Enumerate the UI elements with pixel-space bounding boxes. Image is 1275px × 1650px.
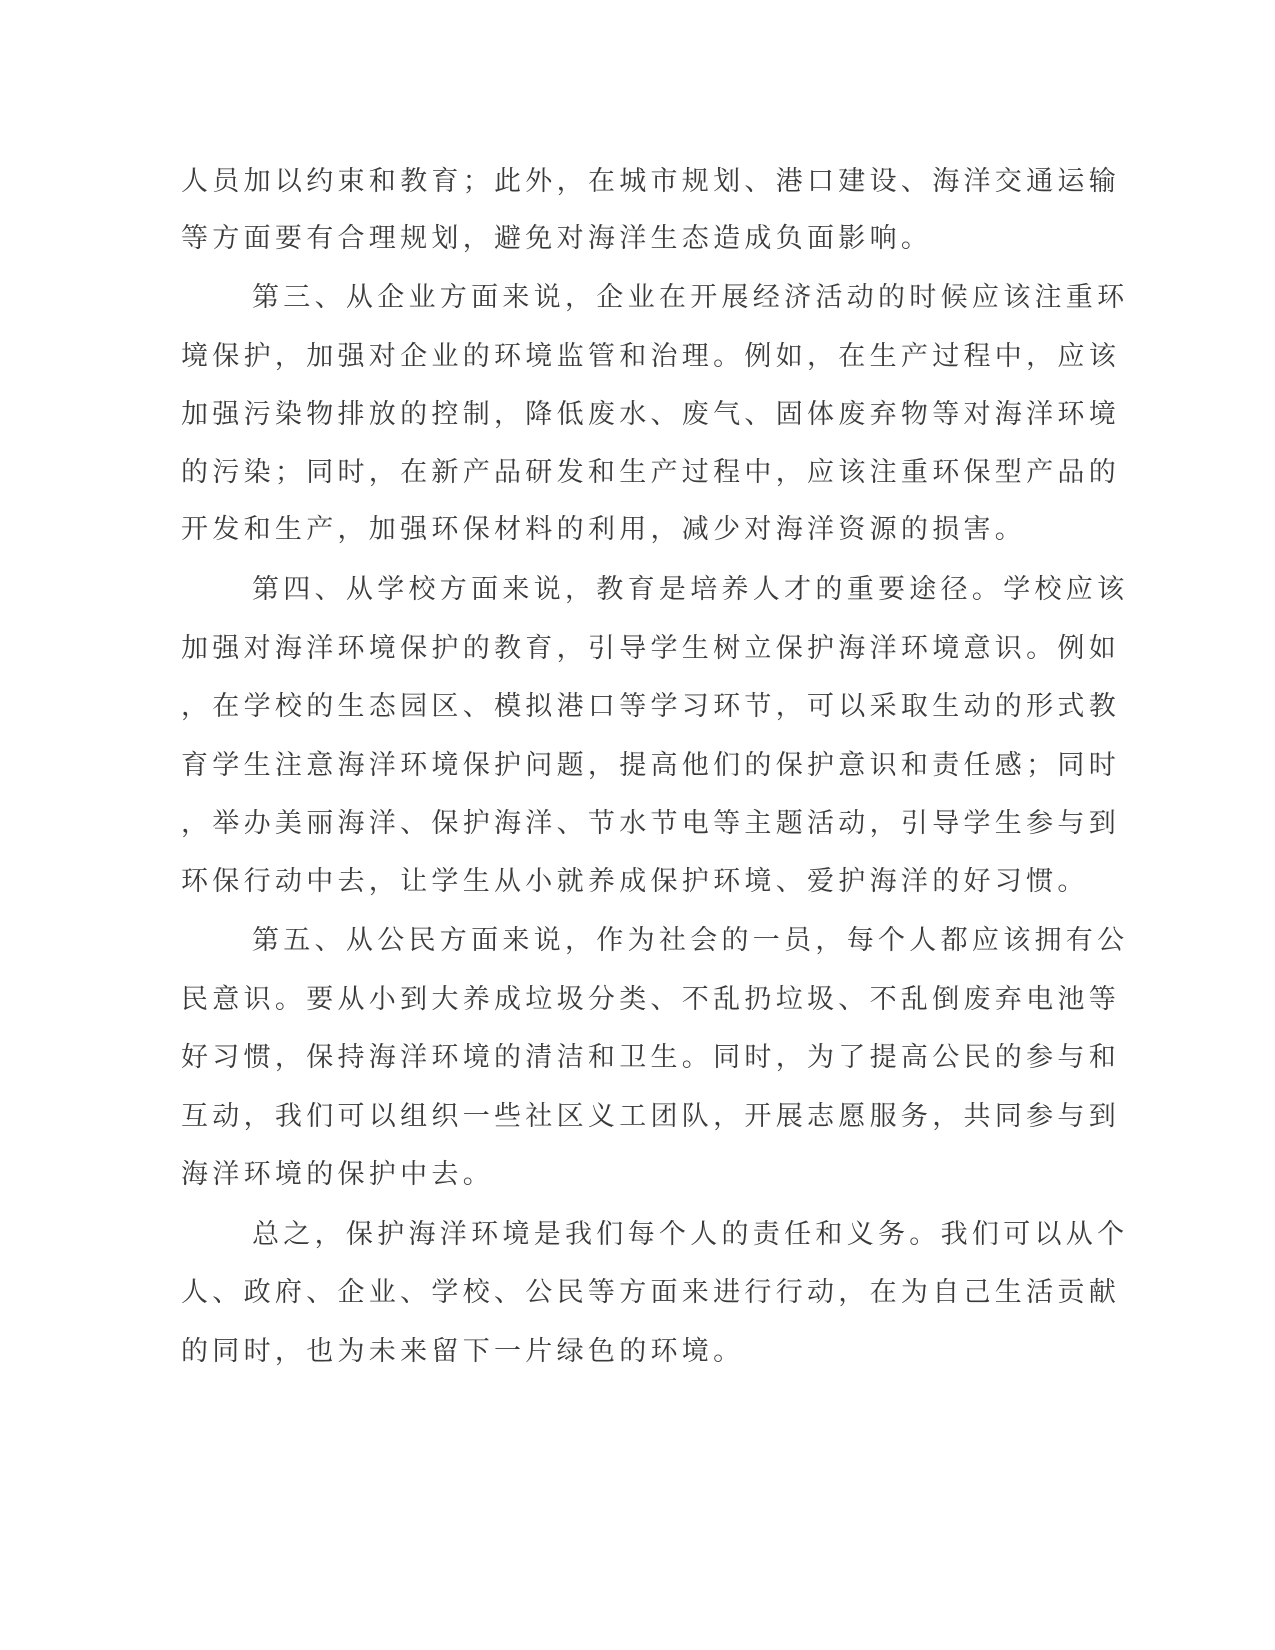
text-line: 人、政府、企业、学校、公民等方面来进行行动，在为自己生活贡献 bbox=[181, 1277, 1120, 1308]
text-line: 等方面要有合理规划，避免对海洋生态造成负面影响。 bbox=[181, 223, 933, 254]
text-line: 开发和生产，加强环保材料的利用，减少对海洋资源的损害。 bbox=[181, 514, 1027, 545]
text-line: 的污染；同时，在新产品研发和生产过程中，应该注重环保型产品的 bbox=[181, 457, 1120, 488]
text-line: 互动，我们可以组织一些社区义工团队，开展志愿服务，共同参与到 bbox=[181, 1101, 1120, 1132]
paragraph-start-line: 总之，保护海洋环境是我们每个人的责任和义务。我们可以从个 bbox=[252, 1219, 1129, 1250]
text-line: 育学生注意海洋环境保护问题，提高他们的保护意识和责任感；同时 bbox=[181, 750, 1120, 781]
paragraph-start-line: 第四、从学校方面来说，教育是培养人才的重要途径。学校应该 bbox=[252, 574, 1129, 605]
paragraph-start-line: 第三、从企业方面来说，企业在开展经济活动的时候应该注重环 bbox=[252, 282, 1129, 313]
text-line: 好习惯，保持海洋环境的清洁和卫生。同时，为了提高公民的参与和 bbox=[181, 1042, 1120, 1073]
text-line: 环保行动中去，让学生从小就养成保护环境、爱护海洋的好习惯。 bbox=[181, 866, 1089, 897]
text-line: 加强污染物排放的控制，降低废水、废气、固体废弃物等对海洋环境 bbox=[181, 399, 1120, 430]
text-line: 人员加以约束和教育；此外，在城市规划、港口建设、海洋交通运输 bbox=[181, 166, 1120, 197]
text-line: 民意识。要从小到大养成垃圾分类、不乱扔垃圾、不乱倒废弃电池等 bbox=[181, 984, 1120, 1015]
text-line: ，举办美丽海洋、保护海洋、节水节电等主题活动，引导学生参与到 bbox=[181, 808, 1120, 839]
paragraph-start-line: 第五、从公民方面来说，作为社会的一员，每个人都应该拥有公 bbox=[252, 925, 1129, 956]
text-line: 的同时，也为未来留下一片绿色的环境。 bbox=[181, 1336, 745, 1367]
text-line: 海洋环境的保护中去。 bbox=[181, 1159, 494, 1190]
text-line: 加强对海洋环境保护的教育，引导学生树立保护海洋环境意识。例如 bbox=[181, 633, 1120, 664]
text-line: 境保护，加强对企业的环境监管和治理。例如，在生产过程中，应该 bbox=[181, 341, 1120, 372]
text-line: ，在学校的生态园区、模拟港口等学习环节，可以采取生动的形式教 bbox=[181, 691, 1120, 722]
